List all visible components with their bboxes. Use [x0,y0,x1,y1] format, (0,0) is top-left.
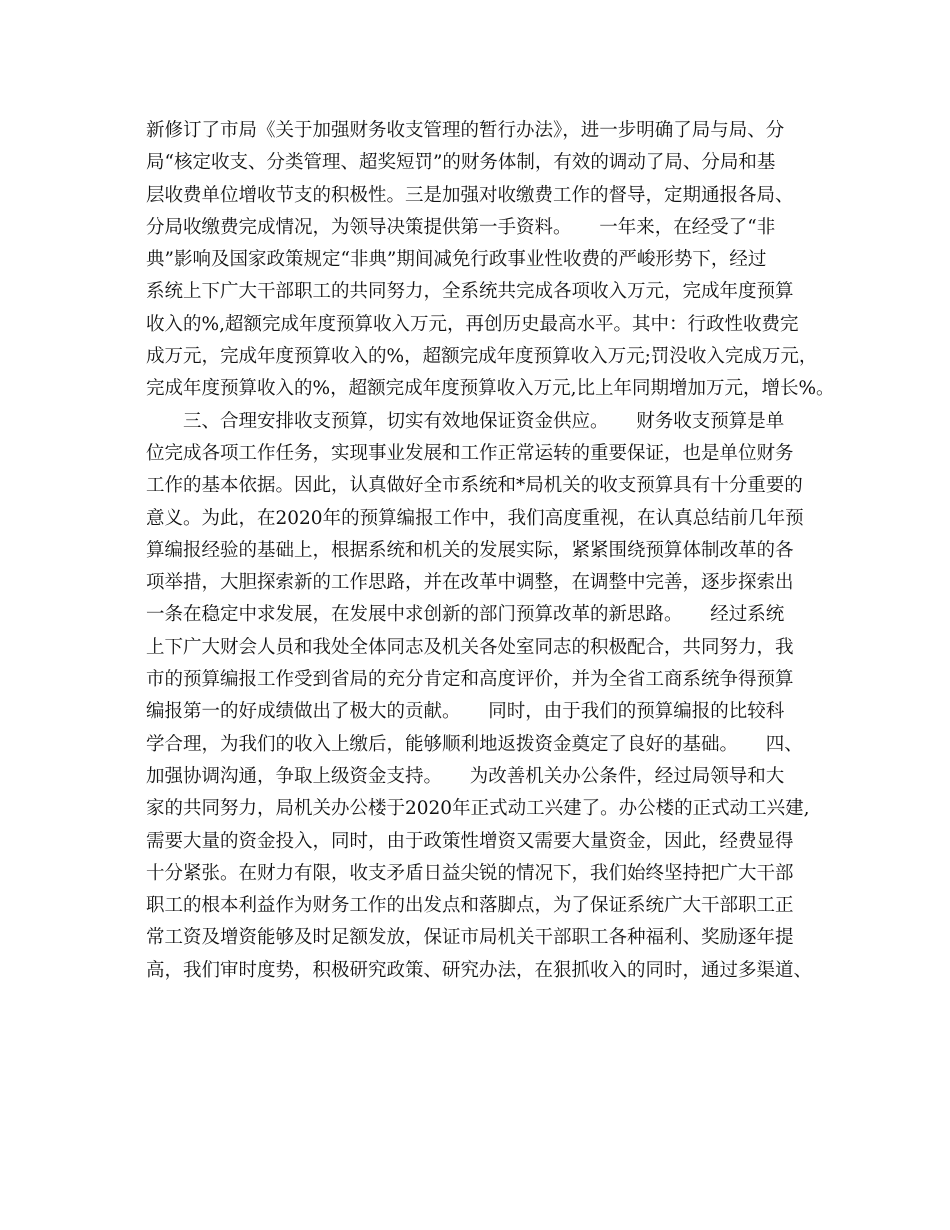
text-line: 市的预算编报工作受到省局的充分肯定和高度评价，并为全省工商系统争得预算 [146,669,794,691]
text-line: 层收费单位增收节支的积极性。三是加强对收缴费工作的督导，定期通报各局、 [146,184,794,206]
text-line: 成万元，完成年度预算收入的%，超额完成年度预算收入万元;罚没收入完成万元， [146,346,818,368]
text-line: 三、合理安排收支预算，切实有效地保证资金供应。 财务收支预算是单 [146,410,785,432]
text-line: 分局收缴费完成情况，为领导决策提供第一手资料。 一年来，在经受了“非 [146,216,776,238]
text-line: 加强协调沟通，争取上级资金支持。 为改善机关办公条件，经过局领导和大 [146,765,785,787]
text-line: 需要大量的资金投入，同时，由于政策性增资又需要大量资金，因此，经费显得 [146,830,794,852]
text-line: 一条在稳定中求发展，在发展中求创新的部门预算改革的新思路。 经过系统 [146,604,785,626]
text-line: 新修订了市局《关于加强财务收支管理的暂行办法》，进一步明确了局与局、分 [146,120,785,141]
text-line: 位完成各项工作任务，实现事业发展和工作正常运转的重要保证，也是单位财务 [146,442,794,464]
text-line: 工作的基本依据。因此，认真做好全市系统和*局机关的收支预算具有十分重要的 [146,475,803,497]
text-line: 收入的%,超额完成年度预算收入万元，再创历史最高水平。其中：行政性收费完 [146,313,799,335]
text-line: 高，我们审时度势，积极研究政策、研究办法，在狠抓收入的同时，通过多渠道、 [146,959,813,981]
text-line: 算编报经验的基础上，根据系统和机关的发展实际，紧紧围绕预算体制改革的各 [146,539,794,561]
text-line: 系统上下广大干部职工的共同努力，全系统共完成各项收入万元，完成年度预算 [146,281,794,303]
text-line: 局“核定收支、分类管理、超奖短罚”的财务体制，有效的调动了局、分局和基 [146,152,776,174]
text-line: 学合理，为我们的收入上缴后，能够顺利地返拨资金奠定了良好的基础。 四、 [146,733,803,755]
text-line: 常工资及增资能够及时足额发放，保证市局机关干部职工各种福利、奖励逐年提 [146,927,794,949]
text-line: 项举措，大胆探索新的工作思路，并在改革中调整，在调整中完善，逐步探索出 [146,572,794,594]
text-line: 典”影响及国家政策规定“非典”期间减免行政事业性收费的严峻形势下，经过 [146,249,767,271]
text-line: 上下广大财会人员和我处全体同志及机关各处室同志的积极配合，共同努力，我 [146,636,794,658]
text-line: 家的共同努力，局机关办公楼于2020年正式动工兴建了。办公楼的正式动工兴建, [146,798,810,820]
text-line: 完成年度预算收入的%，超额完成年度预算收入万元,比上年同期增加万元，增长%。 [146,378,835,400]
text-line: 十分紧张。在财力有限，收支矛盾日益尖锐的情况下，我们始终坚持把广大干部 [146,862,794,884]
text-line: 职工的根本利益作为财务工作的出发点和落脚点，为了保证系统广大干部职工正 [146,895,794,917]
text-line: 意义。为此，在2020年的预算编报工作中，我们高度重视，在认真总结前几年预 [146,507,804,529]
body-text [146,115,846,987]
text-line: 编报第一的好成绩做出了极大的贡献。 同时，由于我们的预算编报的比较科 [146,701,785,723]
